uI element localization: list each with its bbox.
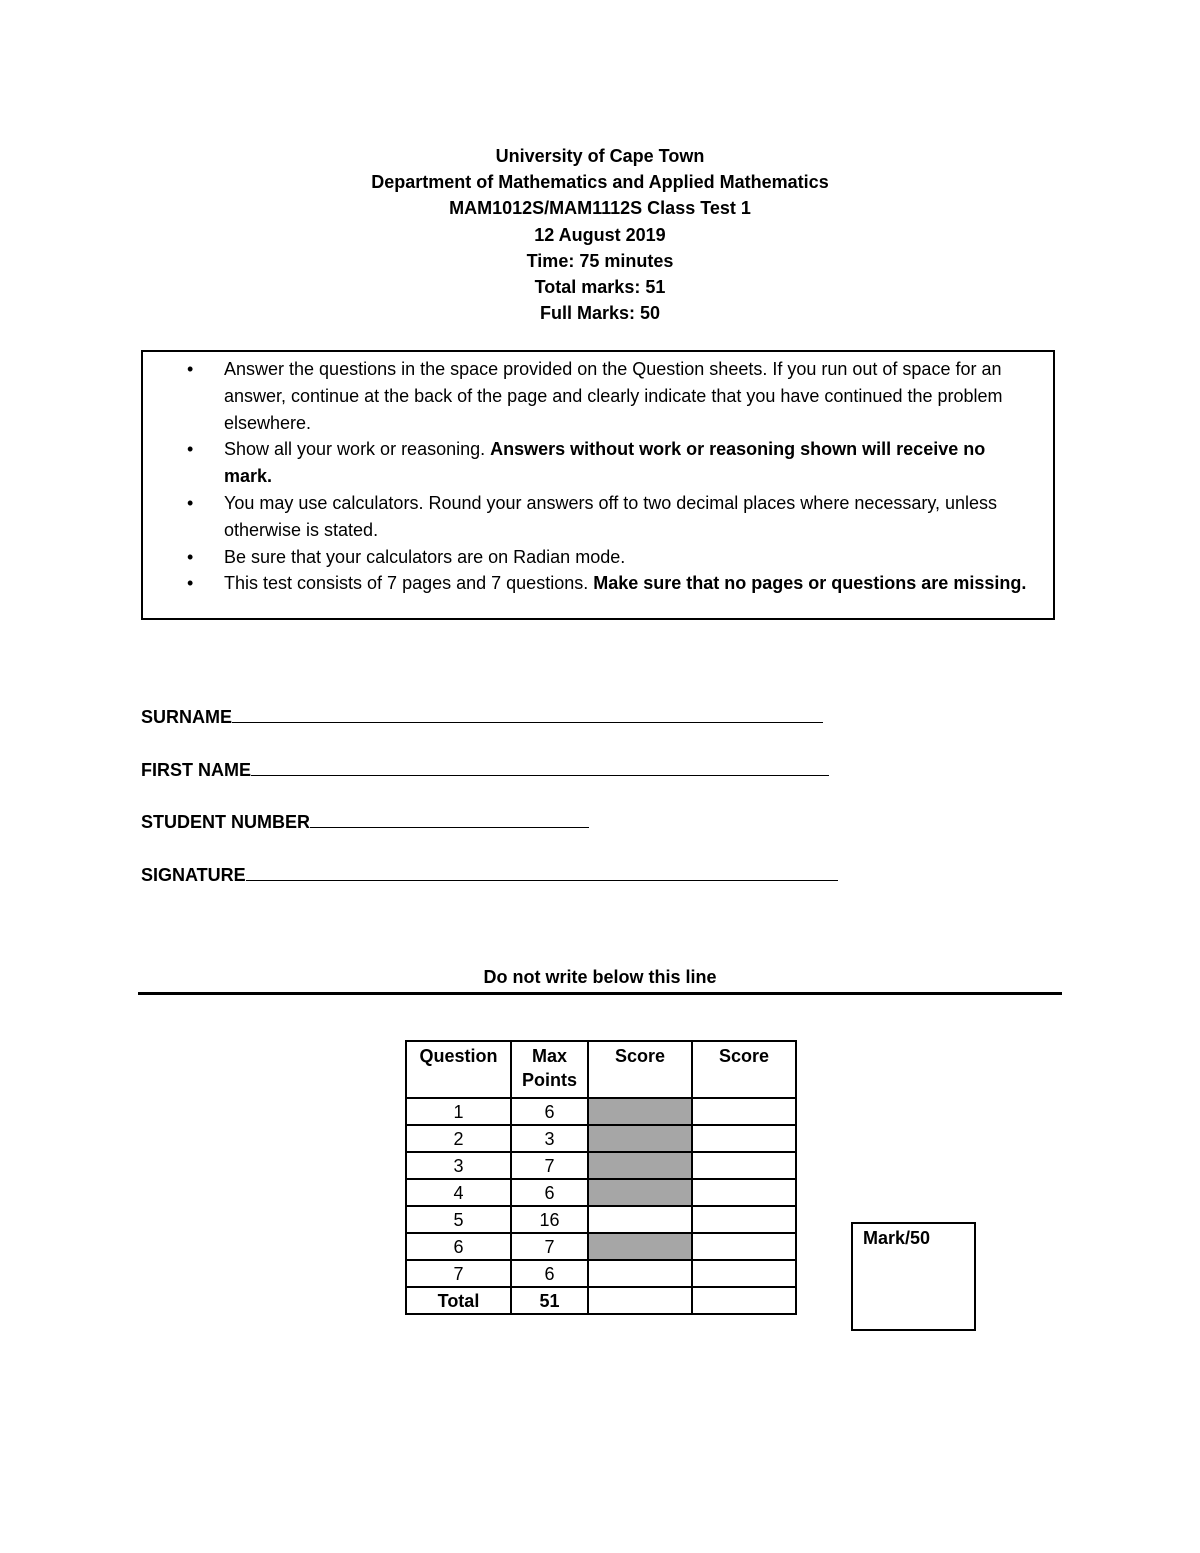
table-row — [406, 1260, 796, 1287]
table-row — [406, 1152, 796, 1179]
divider-line — [138, 992, 1062, 995]
score-table — [405, 1040, 797, 1315]
total-score-cell[interactable] — [588, 1287, 692, 1314]
score-cell[interactable] — [692, 1098, 796, 1125]
question-cell: 2 — [406, 1125, 511, 1152]
total-max-cell: 51 — [511, 1287, 588, 1314]
mark-box[interactable] — [851, 1222, 976, 1331]
bullet-icon: • — [187, 439, 194, 460]
question-cell: 6 — [406, 1233, 511, 1260]
header-score: Score — [588, 1041, 692, 1098]
table-header-row — [406, 1041, 796, 1098]
total-label-cell: Total — [406, 1287, 511, 1314]
max-points-cell: 16 — [511, 1206, 588, 1233]
signature-label: SIGNATURE — [141, 865, 246, 885]
first-name-label: FIRST NAME — [141, 760, 251, 780]
score-cell-shaded — [588, 1152, 692, 1179]
score-cell[interactable] — [692, 1125, 796, 1152]
instruction-item: • Answer the questions in the space provided on the Question sheets. If you run out of space for an answer, continue at the back of the page and clearly indicate that you have continued the problem elsewhere. — [143, 356, 1033, 436]
table-row — [406, 1206, 796, 1233]
first-name-field[interactable] — [141, 757, 829, 782]
max-points-cell: 6 — [511, 1179, 588, 1206]
score-cell-shaded — [588, 1233, 692, 1260]
max-points-cell: 6 — [511, 1098, 588, 1125]
test-date: 12 August 2019 — [534, 224, 666, 245]
max-points-cell: 7 — [511, 1152, 588, 1179]
question-cell: 3 — [406, 1152, 511, 1179]
table-row — [406, 1233, 796, 1260]
surname-line[interactable] — [232, 704, 823, 723]
max-points-cell: 6 — [511, 1260, 588, 1287]
signature-line[interactable] — [246, 862, 838, 881]
header-score-2: Score — [692, 1041, 796, 1098]
mark-box-label: Mark/50 — [863, 1228, 931, 1248]
question-cell: 1 — [406, 1098, 511, 1125]
table-row — [406, 1098, 796, 1125]
instructions-box — [141, 350, 1055, 620]
header-max-points: Max Points — [511, 1041, 588, 1098]
score-cell[interactable] — [692, 1233, 796, 1260]
score-cell[interactable] — [692, 1152, 796, 1179]
full-marks: Full Marks: 50 — [539, 303, 661, 324]
surname-label: SURNAME — [141, 707, 233, 727]
table-row — [406, 1125, 796, 1152]
student-number-field[interactable] — [141, 809, 589, 834]
score-cell[interactable] — [588, 1206, 692, 1233]
instruction-item: • You may use calculators. Round your answers off to two decimal places where necessary, unless otherwise is stated. — [143, 490, 1033, 544]
instruction-item: • Be sure that your calculators are on Radian mode. — [143, 544, 1033, 571]
score-cell[interactable] — [692, 1179, 796, 1206]
question-cell: 5 — [406, 1206, 511, 1233]
question-cell: 4 — [406, 1179, 511, 1206]
score-cell-shaded — [588, 1125, 692, 1152]
department-name: Department of Mathematics and Applied Mathematics — [371, 172, 829, 193]
total-score-cell[interactable] — [692, 1287, 796, 1314]
student-number-label: STUDENT NUMBER — [141, 812, 310, 832]
university-name: University of Cape Town — [495, 146, 705, 166]
max-points-cell: 3 — [511, 1125, 588, 1152]
signature-field[interactable] — [141, 862, 838, 887]
bullet-icon: • — [187, 359, 194, 379]
header-question: Question — [406, 1041, 511, 1098]
first-name-line[interactable] — [251, 757, 829, 776]
table-row — [406, 1179, 796, 1206]
bullet-icon: • — [187, 492, 194, 513]
score-cell[interactable] — [692, 1260, 796, 1287]
bullet-icon: • — [187, 546, 194, 567]
table-total-row — [406, 1287, 796, 1314]
instruction-item: • This test consists of 7 pages and 7 questions. Make sure that no pages or questions are missing. — [143, 570, 1033, 597]
max-points-cell: 7 — [511, 1233, 588, 1260]
test-time: Time: 75 minutes — [526, 250, 674, 271]
total-marks: Total marks: 51 — [534, 277, 666, 298]
no-write-notice: Do not write below this line — [483, 967, 717, 987]
score-cell-shaded — [588, 1179, 692, 1206]
score-cell[interactable] — [588, 1260, 692, 1287]
question-cell: 7 — [406, 1260, 511, 1287]
surname-field[interactable] — [141, 704, 823, 729]
bullet-icon: • — [187, 573, 194, 594]
instruction-item: • Show all your work or reasoning. Answers without work or reasoning shown will receive no mark. — [143, 436, 1033, 490]
score-cell-shaded — [588, 1098, 692, 1125]
exam-header — [0, 143, 1200, 326]
score-cell[interactable] — [692, 1206, 796, 1233]
course-test-title: MAM1012S/MAM1112S Class Test 1 — [449, 198, 751, 219]
student-number-line[interactable] — [310, 809, 589, 828]
